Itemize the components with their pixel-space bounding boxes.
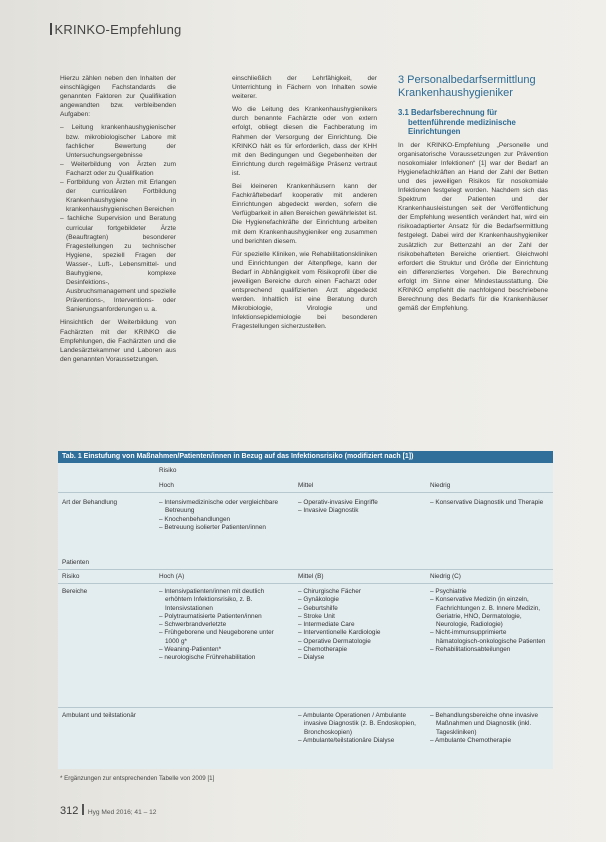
row-label-art: Art der Behandlung bbox=[62, 499, 118, 506]
table-list-item: – Konservative Diagnostik und Therapie bbox=[430, 499, 548, 507]
table-list-item: – Weaning-Patienten* bbox=[159, 646, 287, 654]
col-header-hoch: Hoch bbox=[159, 482, 174, 489]
table-list-item: – Knochenbehandlungen bbox=[159, 516, 284, 524]
col1-list-item: – Weiterbildung von Ärzten zum Facharzt oder zu Qualifikation bbox=[60, 160, 176, 178]
col1-intro: Hierzu zählen neben den Inhalten der einschlägigen Fachstandards die genannten Faktoren zur Qualifikation angewandten bzw. verbleibenden Aufgaben: bbox=[60, 75, 176, 119]
col-header-hoch-a: Hoch (A) bbox=[159, 573, 185, 580]
table-list-item: – Stroke Unit bbox=[298, 613, 423, 621]
table-list-item: – Interventionelle Kardiologie bbox=[298, 629, 423, 637]
row-label-ambulant: Ambulant und teilstationär bbox=[62, 712, 136, 719]
table-list-item: – Chemotherapie bbox=[298, 646, 423, 654]
header-bar bbox=[50, 23, 52, 35]
table-list-item: – Ambulante Operationen / Ambulante invasive Diagnostik (z. B. Endoskopien, Bronchoskopien) bbox=[298, 712, 426, 737]
table-list-item: – Gynäkologie bbox=[298, 596, 423, 604]
row-label-bereiche: Bereiche bbox=[62, 588, 88, 595]
col-header-niedrig: Niedrig bbox=[430, 482, 451, 489]
risk-table bbox=[58, 451, 553, 769]
subsection-heading bbox=[398, 108, 548, 137]
cell-bereich-mittel bbox=[298, 588, 423, 663]
subsection-heading-line2: bettenführende medizinische bbox=[408, 117, 516, 127]
cell-art-niedrig bbox=[430, 499, 548, 507]
table-list-item: – Ambulante/teilstationäre Dialyse bbox=[298, 737, 426, 745]
cell-bereich-hoch bbox=[159, 588, 287, 663]
table-rule bbox=[58, 492, 553, 493]
col3-paragraph: In der KRINKO-Empfehlung „Personelle und organisatorische Voraussetzungen zur Prävention nosokomialer Infektionen“ [1] war der Bedarf an Hygienefachkräften an Hand der Zahl der Betten und des jeweiligen Risikos für nosokomiale Infektionen festgelegt worden. Nachdem sich das Spektrum der Patienten und der Krankenhausleistungen seit der Veröffentlichung der Empfehlung wesentlich verändert hat, wird ein risikoadaptierter Ansatz für die Bedarfsermittlung festgelegt. Dabei wird der Krankenhaushygieniker zusätzlich zur Bettenzahl an der Zahl der risikobehafteten Bereiche orientiert. Gleichwohl erfordert die Struktur und Größe der Einrichtung ein differenziertes Vorgehen. Die Berechnung erfolgt im Sinne einer Mindestausstattung. Die KRINKO empfiehlt die nachfolgend beschriebene Berechnung des Bedarfs für die Krankenhäuser gemäß der Empfehlung. bbox=[398, 141, 548, 313]
table-list-item: – Chirurgische Fächer bbox=[298, 588, 423, 596]
col-header-mittel: Mittel bbox=[298, 482, 314, 489]
col1-list-item: – Fortbildung von Ärzten mit Erlangen der curriculären Fortbildung Krankenhaushygiene in krankenhaushygienischen Bereichen bbox=[60, 178, 176, 214]
patienten-label: Patienten bbox=[62, 559, 90, 566]
table-list-item: – Psychiatrie bbox=[430, 588, 548, 596]
cell-ambulant-niedrig bbox=[430, 712, 548, 745]
col1-list-item: – fachliche Supervision und Beratung curricular fortgebildeter Ärzte (Beauftragten) besonderer Fragestellungen zu technischer Hygiene, speziell Fragen der Wasser-, Luft-, Lebensmittel- und Bauhygiene, komplexe Desinfektions-, Ausbruchsmanagement und spezielle Präventions-, Interventions- oder Sanierungsanforderungen u. a. bbox=[60, 214, 176, 314]
col-header-niedrig-c: Niedrig (C) bbox=[430, 573, 461, 580]
subsection-heading-line3: Einrichtungen bbox=[408, 127, 461, 136]
table-list-item: – Intensivpatienten/innen mit deutlich erhöhtem Infektionsrisiko, z. B. Intensivstationen bbox=[159, 588, 287, 613]
table-list-item: – Rehabilitationsabteilungen bbox=[430, 646, 548, 654]
col2-paragraph: Für spezielle Kliniken, wie Rehabilitationskliniken und Einrichtungen der Altenpflege, kann der Bedarf in Abhängigkeit vom Risikoprofil über die jeweiligen Bereiche durch einen Facharzt oder entsprechend qualifizierten Arzt abgedeckt werden. Inhaltlich ist eine Beratung durch Mikrobiologie, Virologie und Infektionsepidemiologie bei besonderen Fragestellungen sicherzustellen. bbox=[232, 250, 377, 331]
col1-list bbox=[60, 123, 176, 314]
table-list-item: – Invasive Diagnostik bbox=[298, 507, 423, 515]
cell-ambulant-mittel bbox=[298, 712, 426, 745]
table-list-item: – Geburtshilfe bbox=[298, 605, 423, 613]
page-number: 312 bbox=[60, 805, 79, 817]
col1-closing: Hinsichtlich der Weiterbildung von Fachärzten mit der KRINKO die Empfehlungen, die Fachärzten und die Landesärztekammer und Laboren aus den genannten Voraussetzungen. bbox=[60, 319, 176, 363]
risk-label-2: Risiko bbox=[62, 573, 80, 580]
table-title: Tab. 1 Einstufung von Maßnahmen/Patienten/innen in Bezug auf das Infektionsrisiko (modifiziert nach [1]) bbox=[58, 451, 553, 463]
section-heading-line1: 3 Personalbedarfsermittlung bbox=[398, 74, 536, 86]
cell-bereich-niedrig bbox=[430, 588, 548, 654]
col-header-mittel-b: Mittel (B) bbox=[298, 573, 324, 580]
table-list-item: – Betreuung isolierter Patienten/innen bbox=[159, 524, 284, 532]
table-list-item: – Konservative Medizin (in einzeln, Fachrichtungen z. B. Innere Medizin, Geriatrie, HNO, Dermatologie, Neurologie, Radiologie) bbox=[430, 596, 548, 629]
table-footnote: * Ergänzungen zur entsprechenden Tabelle von 2009 [1] bbox=[60, 775, 215, 782]
table-rule bbox=[58, 583, 553, 584]
col2-paragraph: Bei kleineren Krankenhäusern kann der Fachkräftebedarf kooperativ mit anderen Einrichtungen abgedeckt werden, sofern die Verfügbarkeit in allen Bereichen gewährleistet ist. Die Hygienefachkräfte der Einrichtung arbeiten mit dem Krankenhaushygieniker eng zusammen und berichten diesem. bbox=[232, 183, 377, 245]
page-footer bbox=[60, 804, 156, 817]
cell-art-mittel bbox=[298, 499, 423, 516]
table-list-item: – Polytraumatisierte Patienten/innen bbox=[159, 613, 287, 621]
table-list-item: – Intermediate Care bbox=[298, 621, 423, 629]
col1-list-item: – Leitung krankenhaushygienischer bzw. mikrobiologischer Labore mit fachlicher Bewertung der Untersuchungsergebnisse bbox=[60, 123, 176, 159]
col2-paragraph: Wo die Leitung des Krankenhaushygienikers durch benannte Fachärzte oder von extern erfolgt, obliegt diesen die Fachberatung im Rahmen der Versorgung der Einrichtung. Die KRINKO hält es für erforderlich, dass der KHH mit den Bedingungen und Gegebenheiten der Einrichtung durch regelmäßige Präsenz vertraut ist. bbox=[232, 106, 377, 177]
table-list-item: – Ambulante Chemotherapie bbox=[430, 737, 548, 745]
section-heading-line2: Krankenhaushygieniker bbox=[398, 87, 513, 99]
table-list-item: – Operativ-invasive Eingriffe bbox=[298, 499, 423, 507]
table-list-item: – Dialyse bbox=[298, 654, 423, 662]
table-list-item: – Nicht-immunsupprimierte hämatologisch-onkologische Patienten bbox=[430, 629, 548, 646]
col2-paragraph: einschließlich der Lehrfähigkeit, der Unterrichtung in Fächern von Inhalten sowie weiterer. bbox=[232, 75, 377, 101]
table-list-item: – Schwerbrandverletzte bbox=[159, 621, 287, 629]
text-column-2 bbox=[232, 74, 377, 336]
section-heading bbox=[398, 74, 548, 100]
table-rule bbox=[58, 707, 553, 708]
cell-art-hoch bbox=[159, 499, 284, 532]
text-column-3 bbox=[398, 74, 548, 317]
table-list-item: – neurologische Frührehabilitation bbox=[159, 654, 287, 662]
text-column-1 bbox=[60, 74, 176, 368]
header-title: KRINKO-Empfehlung bbox=[54, 22, 182, 37]
footer-bar bbox=[82, 804, 84, 815]
subsection-heading-line1: 3.1 Bedarfsberechnung für bbox=[398, 108, 498, 117]
running-header bbox=[50, 22, 181, 37]
table-list-item: – Operative Dermatologie bbox=[298, 638, 423, 646]
table-list-item: – Behandlungsbereiche ohne invasive Maßnahmen und Diagnostik (inkl. Tageskliniken) bbox=[430, 712, 548, 737]
risk-label: Risiko bbox=[159, 467, 177, 474]
table-rule bbox=[58, 569, 553, 570]
table-list-item: – Frühgeborene und Neugeborene unter 1000 g* bbox=[159, 629, 287, 646]
table-body bbox=[58, 463, 553, 769]
table-list-item: – Intensivmedizinische oder vergleichbare Betreuung bbox=[159, 499, 284, 516]
journal-source: Hyg Med 2016; 41 – 12 bbox=[87, 809, 157, 816]
